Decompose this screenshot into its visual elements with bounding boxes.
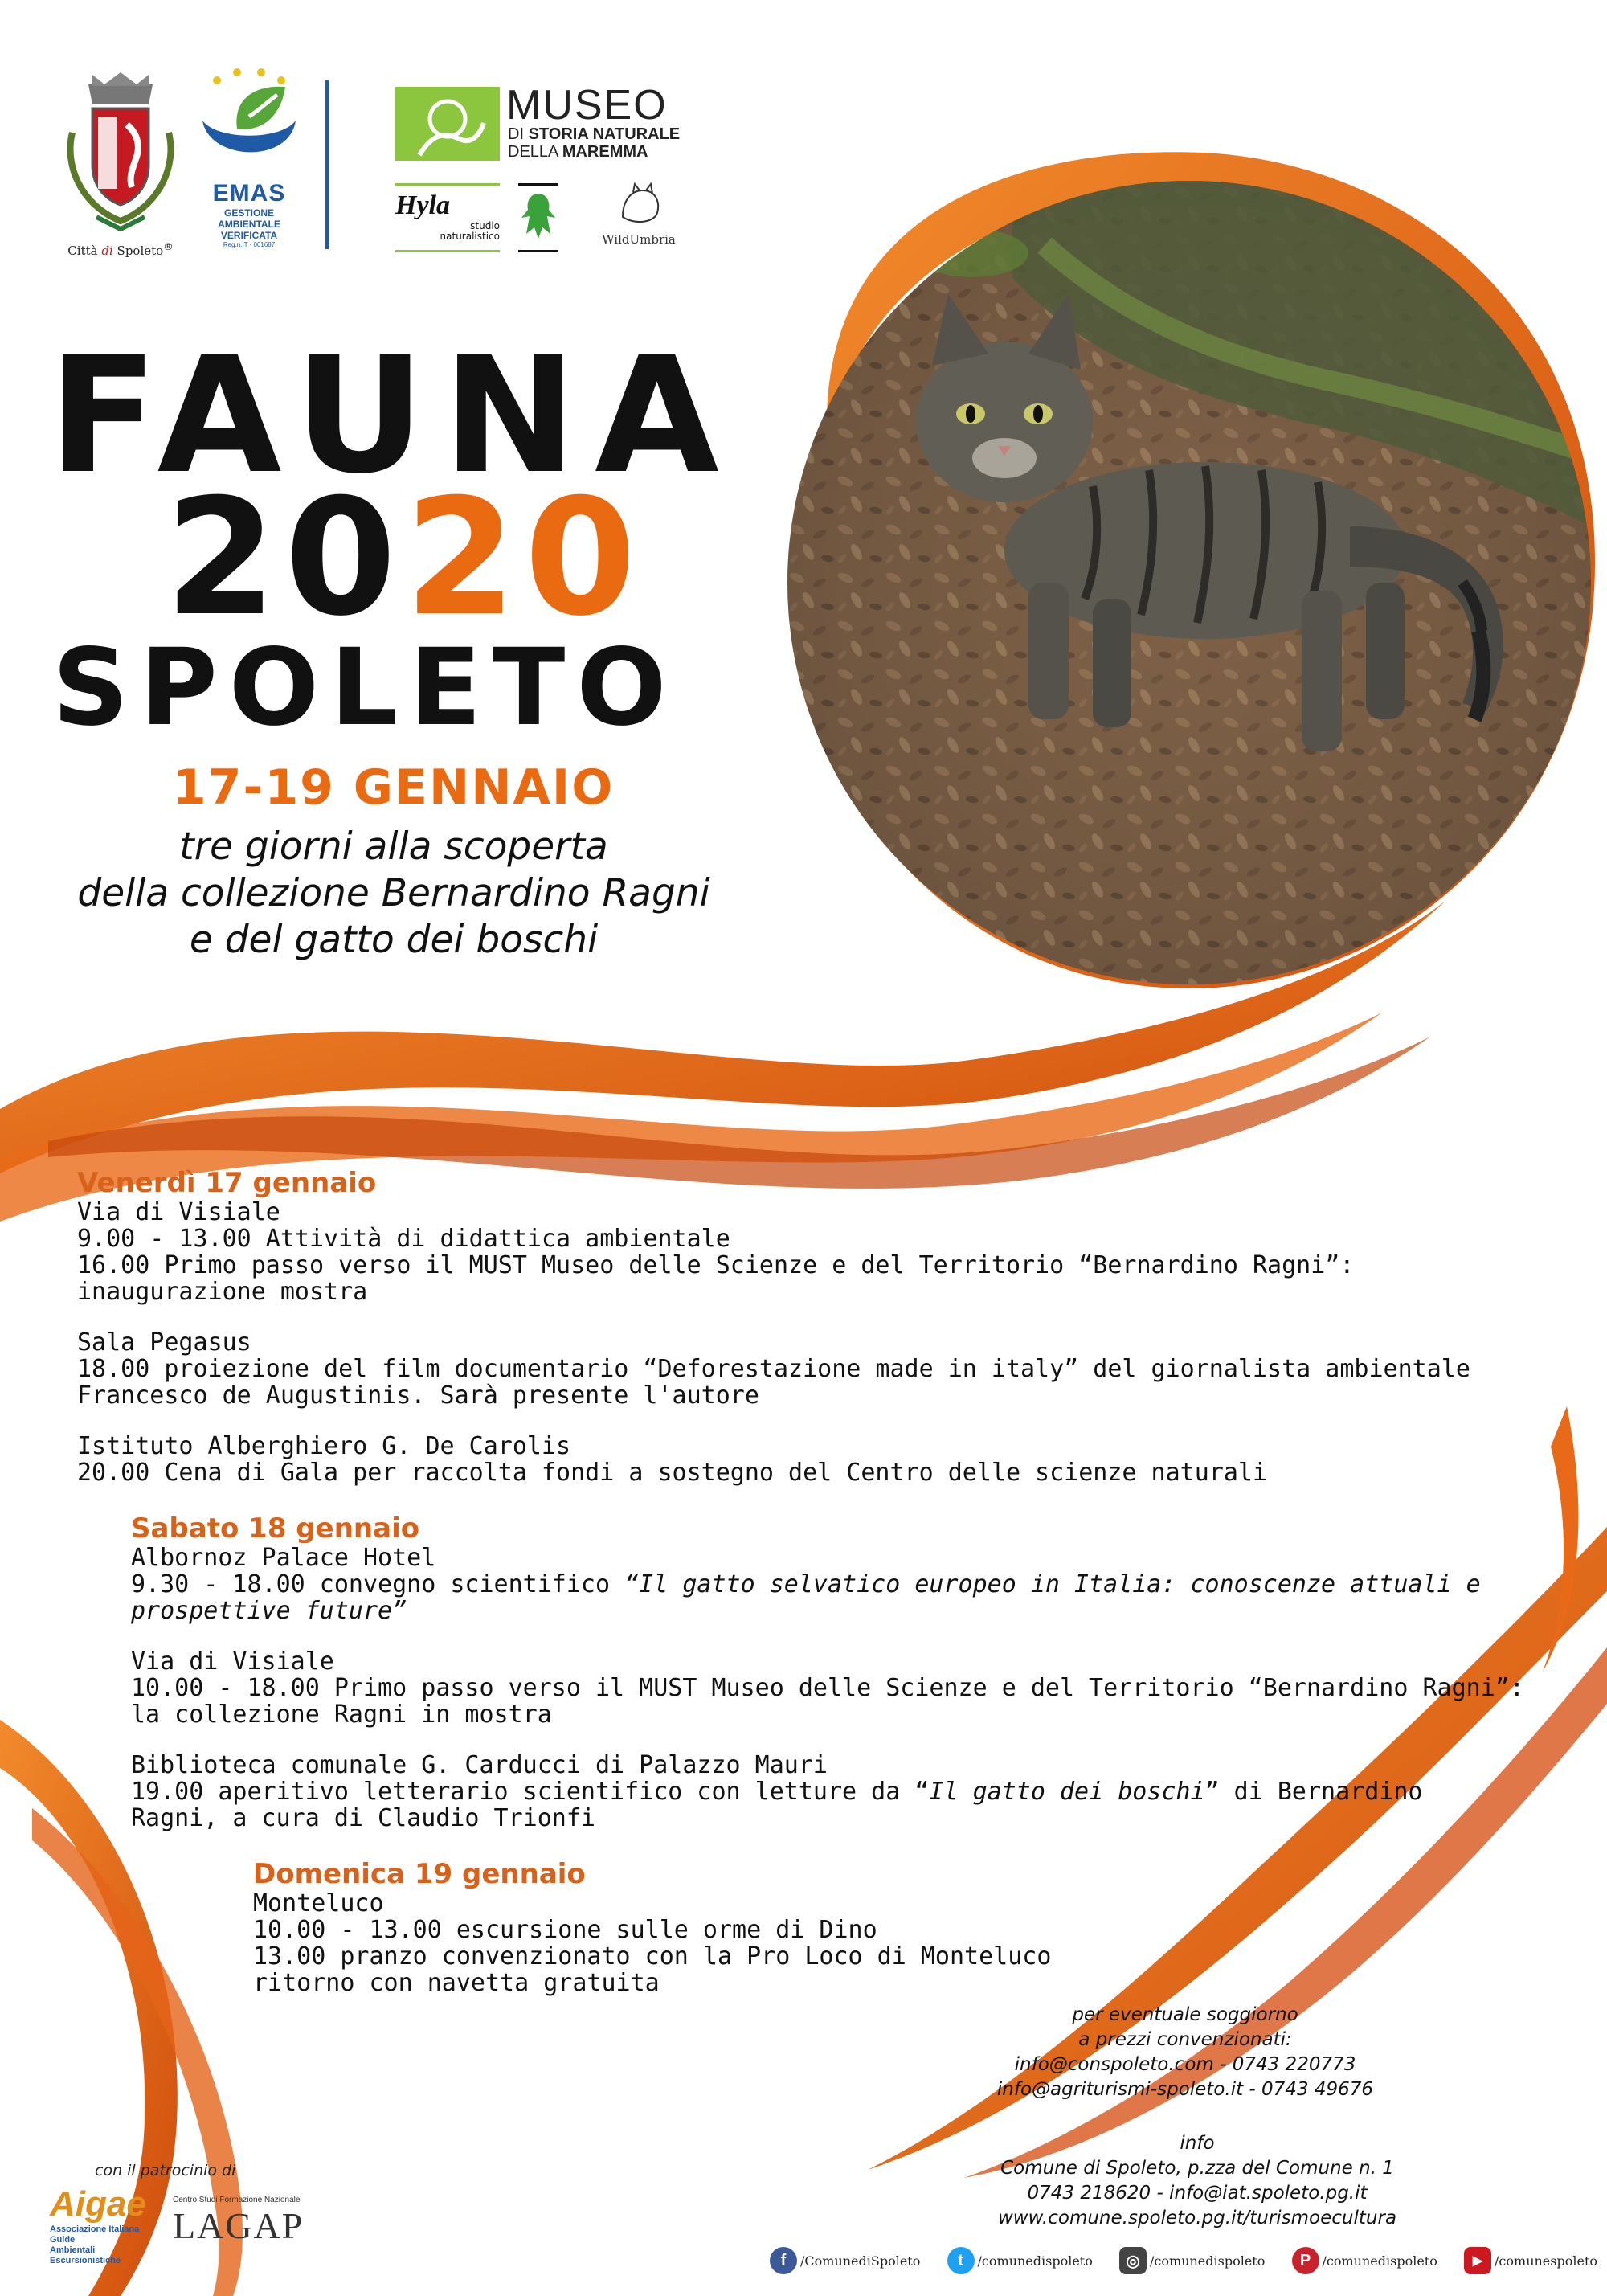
city-of-spoleto-logo: Città di Spoleto®: [48, 68, 193, 261]
frog-icon: [518, 186, 558, 245]
info-contact[interactable]: 0743 218620 - info@iat.spoleto.pg.it: [1027, 2183, 1368, 2204]
museo-line2-pre: DELLA: [508, 143, 558, 161]
sunday-line-3: 13.00 pranzo convenzionato con la Pro Loco di Monteluco: [253, 1942, 1052, 1971]
saturday-line-9: Ragni, a cura di Claudio Trionfi: [131, 1804, 595, 1832]
year-black: 20: [165, 465, 405, 652]
wildcat-photo: [787, 181, 1591, 984]
twitter-icon: t: [947, 2247, 975, 2274]
emas-sub1: GESTIONE AMBIENTALE: [218, 207, 280, 230]
general-info: [956, 2131, 1438, 2231]
friday-line-7: Francesco de Augustinis. Sarà presente l'autore: [77, 1381, 759, 1410]
friday-line-4: inaugurazione mostra: [77, 1278, 368, 1306]
stay-line-2: a prezzi convenzionati:: [1078, 2029, 1292, 2050]
saturday-line-8: [131, 1778, 1524, 1805]
social-twitter[interactable]: [947, 2247, 1093, 2274]
tagline-line-1: tre giorni alla scoperta: [179, 825, 608, 869]
youtube-handle: /comunespoleto: [1495, 2253, 1597, 2269]
friday-line-3: 16.00 Primo passo verso il MUST Museo delle Scienze e del Territorio “Bernardino Ragni”:: [77, 1251, 1355, 1279]
social-links: [770, 2247, 1597, 2274]
city-caption-pre: Città: [67, 244, 98, 258]
info-label: info: [1180, 2133, 1215, 2154]
tagline-line-3: e del gatto dei boschi: [189, 918, 599, 962]
hyla-sub2: naturalistico: [440, 231, 500, 242]
twitter-handle: /comunedispoleto: [977, 2253, 1093, 2269]
coat-of-arms-icon: [48, 68, 193, 237]
museo-line1-pre: DI: [508, 125, 524, 143]
pinterest-handle: /comunedispoleto: [1322, 2253, 1437, 2269]
emas-logo: [193, 64, 305, 265]
friday-line-2: 9.00 - 13.00 Attività di didattica ambientale: [77, 1225, 730, 1253]
info-address: Comune di Spoleto, p.zza del Comune n. 1: [1000, 2158, 1394, 2179]
friday-line-9: 20.00 Cena di Gala per raccolta fondi a sostegno del Centro delle scienze naturali: [77, 1459, 1268, 1487]
saturday-line-7: Biblioteca comunale G. Carducci di Palazzo Mauri: [131, 1751, 828, 1779]
friday-line-8: Istituto Alberghiero G. De Carolis: [77, 1432, 571, 1460]
wildumbria-logo: [595, 181, 683, 253]
youtube-icon: ▶: [1464, 2247, 1491, 2274]
aigae-sub2: Ambientali Escursionistiche: [50, 2245, 121, 2265]
city-caption-di: di: [101, 244, 113, 258]
emas-title: EMAS: [212, 180, 286, 207]
social-facebook[interactable]: [770, 2247, 920, 2274]
aigae-name: Aigae: [50, 2184, 146, 2224]
saturday-line-3: [131, 1598, 1524, 1624]
stay-email-1[interactable]: info@conspoleto.com - 0743 220773: [1014, 2054, 1356, 2075]
saturday-line-4: Via di Visiale: [131, 1647, 334, 1676]
title-spoleto: SPOLETO: [52, 626, 678, 750]
stay-email-2[interactable]: info@agriturismi-spoleto.it - 0743 49676: [996, 2079, 1374, 2100]
facebook-icon: f: [770, 2247, 797, 2274]
saturday-line-2a: 9.30 - 18.00 convegno scientifico: [131, 1570, 625, 1598]
header-divider: [325, 80, 329, 249]
day-title-sunday: Domenica 19 gennaio: [253, 1858, 586, 1890]
pinterest-icon: P: [1292, 2247, 1319, 2274]
saturday-line-5: 10.00 - 18.00 Primo passo verso il MUST Museo delle Scienze e del Territorio “Bernardino Ragni”:: [131, 1674, 1524, 1702]
social-pinterest[interactable]: [1292, 2247, 1437, 2274]
hyla-sub1: studio: [470, 220, 500, 231]
day-title-saturday: Sabato 18 gennaio: [131, 1512, 420, 1545]
hyla-name: Hyla: [395, 190, 450, 220]
aigae-sub1: Associazione Italiana Guide: [50, 2224, 140, 2245]
stay-line-1: per eventuale soggiorno: [1072, 2004, 1298, 2025]
emas-flower-icon: [193, 64, 305, 177]
frog-logo-icon: [395, 87, 500, 161]
friday-line-6: 18.00 proiezione del film documentario “Deforestazione made in italy” del giornalista ambientale: [77, 1355, 1470, 1383]
patronage-label: con il patrocinio di: [95, 2162, 236, 2179]
hyla-logo: [395, 183, 500, 252]
saturday-line-8a: 19.00 aperitivo letterario scientifico con letture da “: [131, 1778, 930, 1806]
lagap-sub: Centro Studi Formazione Nazionale: [173, 2196, 301, 2204]
social-instagram[interactable]: [1119, 2247, 1265, 2274]
green-frog-logo: [518, 183, 558, 252]
aigae-logo: [50, 2184, 146, 2266]
saturday-line-6: la collezione Ragni in mostra: [131, 1701, 552, 1729]
program-friday: [77, 1167, 1470, 1486]
friday-line-5: Sala Pegasus: [77, 1328, 251, 1357]
social-youtube[interactable]: [1464, 2247, 1597, 2274]
saturday-line-3-text: prospettive future”: [131, 1597, 407, 1625]
saturday-line-2b: “Il gatto selvatico europeo in Italia: conoscenze attuali e: [624, 1570, 1481, 1598]
museo-line1-bold: STORIA NATURALE: [528, 125, 681, 143]
event-tagline: [48, 824, 739, 964]
wildcat-sketch-icon: [611, 181, 667, 229]
saturday-line-2: [131, 1571, 1524, 1598]
wildumbria-name: WildUmbria: [602, 232, 676, 247]
tagline-line-2: della collezione Bernardino Ragni: [77, 871, 710, 915]
title-year: [165, 465, 644, 652]
lagap-logo: [173, 2196, 317, 2247]
museo-word: MUSEO: [506, 82, 668, 129]
title-fauna: FAUNA: [48, 322, 737, 510]
saturday-line-8c: ” di Bernardino: [1204, 1778, 1423, 1806]
emas-sub2: VERIFICATA: [220, 230, 278, 241]
sunday-line-2: 10.00 - 13.00 escursione sulle orme di Dino: [253, 1916, 877, 1944]
sunday-line-4: ritorno con navetta gratuita: [253, 1969, 660, 1997]
info-website[interactable]: www.comune.spoleto.pg.it/turismoecultura: [997, 2208, 1397, 2228]
facebook-handle: /ComunediSpoleto: [800, 2253, 921, 2269]
emas-reg: Reg.n.IT - 001687: [223, 241, 276, 248]
program-saturday: [131, 1512, 1524, 1831]
saturday-line-8b: Il gatto dei boschi: [929, 1778, 1205, 1806]
program-sunday: [253, 1858, 1051, 1996]
sunday-line-1: Monteluco: [253, 1889, 384, 1917]
instagram-icon: ◎: [1119, 2247, 1147, 2274]
year-orange: 20: [404, 465, 644, 652]
friday-line-1: Via di Visiale: [77, 1198, 280, 1226]
instagram-handle: /comunedispoleto: [1150, 2253, 1266, 2269]
saturday-line-1: Albornoz Palace Hotel: [131, 1544, 436, 1572]
event-dates: 17-19 GENNAIO: [173, 759, 615, 816]
lagap-name: LAGAP: [173, 2205, 305, 2246]
museo-maremma-logo: [395, 82, 701, 167]
city-caption-post: Spoleto: [117, 244, 164, 258]
museo-line2-bold: MAREMMA: [562, 143, 648, 161]
day-title-friday: Venerdì 17 gennaio: [77, 1167, 377, 1199]
accommodation-info: [960, 2003, 1410, 2102]
